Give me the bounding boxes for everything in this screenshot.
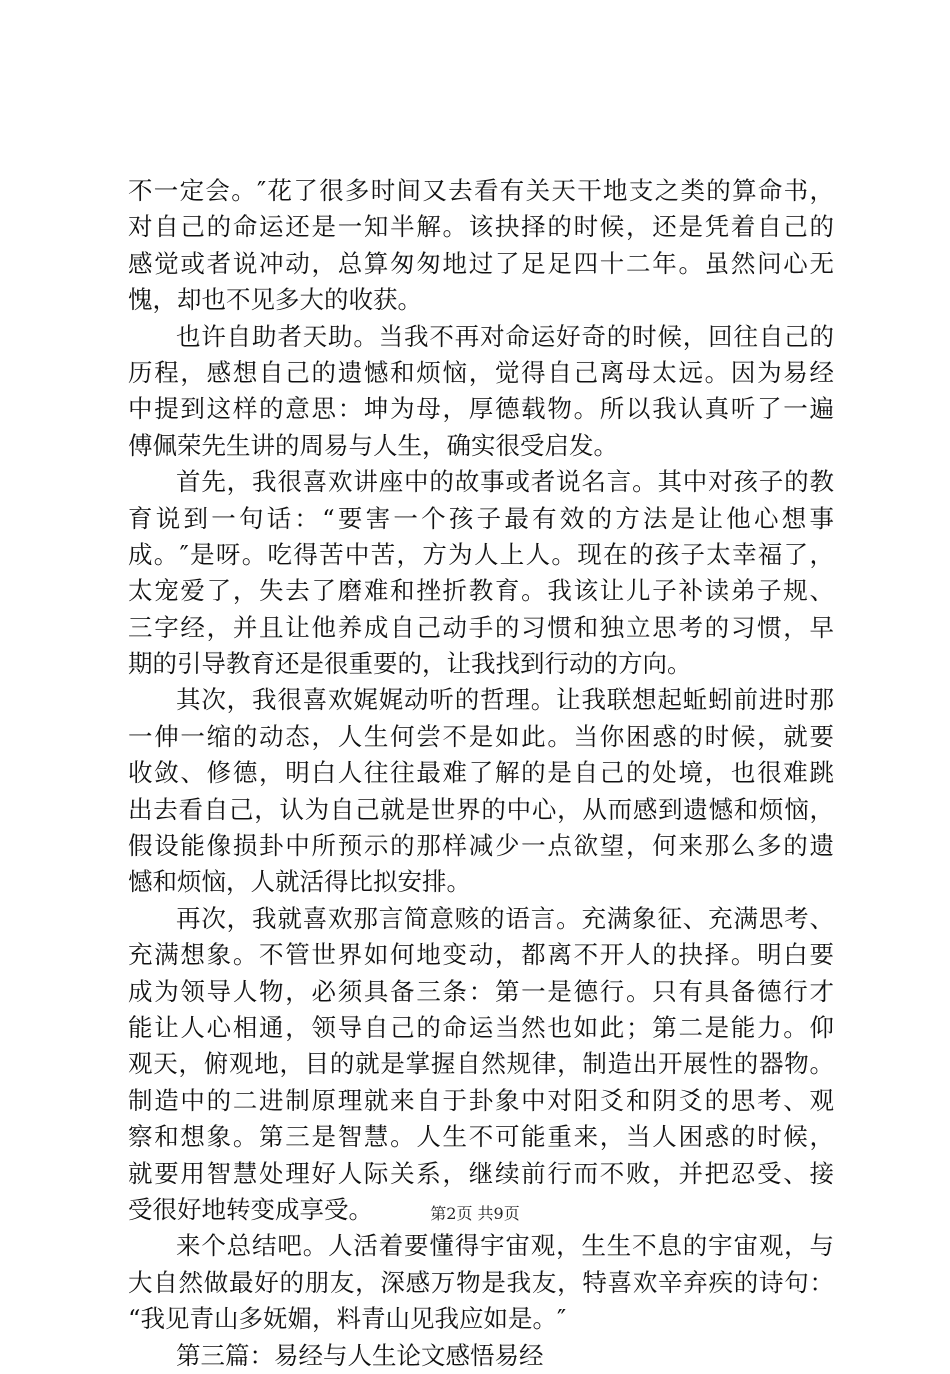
text-line: 期的引导教育还是很重要的，让我找到行动的方向。 [128,649,692,679]
text-line: 就要用智慧处理好人际关系，继续前行而不败，并把忍受、接 [128,1158,834,1188]
text-line: 不一定会。″花了很多时间又去看有关天干地支之类的算命书， [128,176,834,205]
page-number-footer: 第2页 共9页 [430,1204,520,1223]
text-line: 对自己的命运还是一知半解。该抉择的时候，还是凭着自己的 [128,212,834,242]
text-line: 来个总结吧。人活着要懂得宇宙观，生生不息的宇宙观，与 [176,1231,834,1261]
text-line: 育说到一句话：“要害一个孩子最有效的方法是让他心想事 [128,503,834,533]
text-line: 出去看自己，认为自己就是世界的中心，从而感到遗憾和烦恼， [128,794,834,824]
text-line: 其次，我很喜欢娓娓动听的哲理。让我联想起蚯蚓前进时那 [176,685,834,715]
text-line: 中提到这样的意思：坤为母，厚德载物。所以我认真听了一遍 [128,394,834,424]
text-line: 三字经，并且让他养成自己动手的习惯和独立思考的习惯，早 [128,612,834,642]
text-line: 大自然做最好的朋友，深感万物是我友，特喜欢辛弃疾的诗句： [128,1267,834,1297]
text-line: “我见青山多妩媚，料青山见我应如是。″ [128,1304,567,1334]
text-line: 充满想象。不管世界如何地变动，都离不开人的抉择。明白要 [128,940,834,970]
text-line: 察和想象。第三是智慧。人生不可能重来，当人困惑的时候， [128,1122,834,1152]
text-line: 观天，俯观地，目的就是掌握自然规律，制造出开展性的器物。 [128,1049,834,1079]
text-line: 一伸一缩的动态，人生何尝不是如此。当你困惑的时候，就要 [128,721,834,751]
text-line: 假设能像损卦中所预示的那样减少一点欲望，何来那么多的遗 [128,831,834,861]
text-line: 受很好地转变成享受。 [128,1194,373,1224]
text-line: 成。″是呀。吃得苦中苦，方为人上人。现在的孩子太幸福了， [128,539,834,569]
text-line: 制造中的二进制原理就来自于卦象中对阳爻和阴爻的思考、观 [128,1085,834,1115]
text-line: 历程，感想自己的遗憾和烦恼，觉得自己离母太远。因为易经 [128,357,834,387]
text-line: 首先，我很喜欢讲座中的故事或者说名言。其中对孩子的教 [176,467,834,497]
text-line: 感觉或者说冲动，总算匆匆地过了足足四十二年。虽然问心无 [128,248,834,278]
text-line: 愧，却也不见多大的收获。 [128,285,422,315]
text-line: 再次，我就喜欢那言简意赅的语言。充满象征、充满思考、 [176,903,834,933]
section-heading: 第三篇：易经与人生论文感悟易经 [176,1340,544,1370]
text-line: 收敛、修德，明白人往往最难了解的是自己的处境，也很难跳 [128,758,834,788]
text-line: 能让人心相通，领导自己的命运当然也如此；第二是能力。仰 [128,1012,834,1042]
text-line: 憾和烦恼，人就活得比拟安排。 [128,867,471,897]
document-body [128,173,834,1374]
text-line: 也许自助者天助。当我不再对命运好奇的时候，回往自己的 [176,321,834,351]
text-line: 太宠爱了，失去了磨难和挫折教育。我该让儿子补读弟子规、 [128,576,834,606]
text-line: 成为领导人物，必须具备三条：第一是德行。只有具备德行才 [128,976,834,1006]
text-line: 傅佩荣先生讲的周易与人生，确实很受启发。 [128,430,618,460]
